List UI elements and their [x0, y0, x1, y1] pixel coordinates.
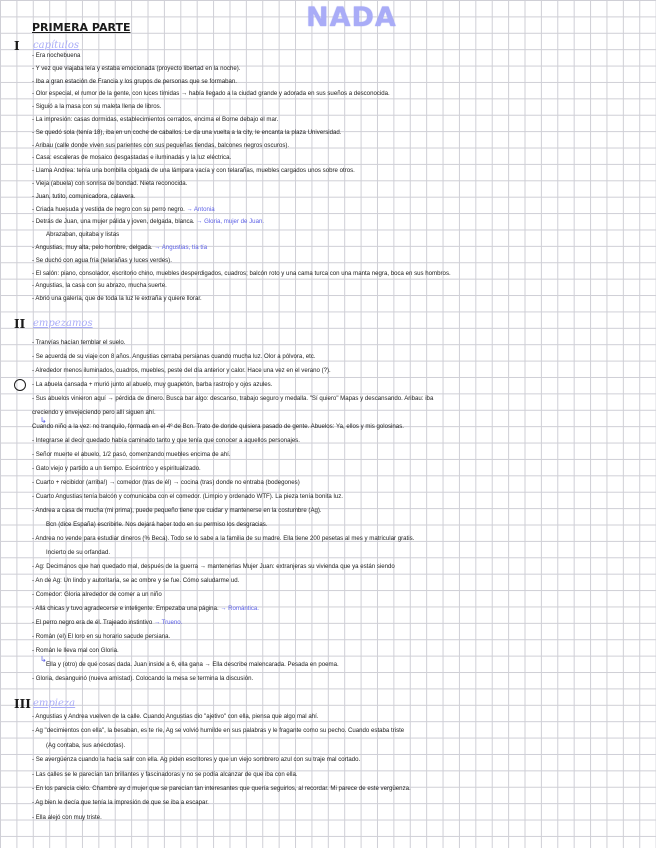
note-text: - Román le lleva mal con Gloria.: [32, 647, 119, 654]
note-text: - Iba a gran estación de Francia y los grupos de personas que se formaban.: [32, 77, 237, 85]
note-text: - Comedor: Gloria alrededor de comer a un niño: [32, 591, 162, 598]
note-text: - Abrió una galería, que de toda la luz le extraña y quiere llorar.: [32, 295, 202, 303]
note-line: [32, 785, 650, 793]
note-text: - Se avergüenza cuando la hacía salir con ella. Ag piden escritores y que un viejo sombrero azul con su traje mal cortado.: [32, 756, 361, 764]
section-numeral: II: [14, 317, 26, 331]
note-accent: → Angustias, tía tía: [152, 244, 208, 251]
note-accent: → Romántica.: [218, 605, 259, 612]
note-line: [32, 507, 650, 515]
section-numeral: III: [14, 697, 31, 711]
note-line: [32, 633, 650, 641]
note-text: - En los parecía cielo. Chambre ay d mujer que se parecían tan interesantes que quería seguirlos, al recordar. Mi parece de este vergüenza.: [32, 785, 411, 792]
note-line: [32, 90, 650, 98]
note-text: - Ag: Decimanos que han quedado mal, después de la guerra → mantenerlas Mujer Juan: extranjeras su vivienda que ya están siendo: [32, 563, 395, 570]
section-heading: empieza: [33, 698, 76, 709]
note-line: [32, 395, 650, 403]
note-line: [46, 521, 656, 529]
note-text: - Señor muerte el abuelo, 1/2 pasó, comenzando muebles encima de ahí.: [32, 451, 231, 458]
note-line: [32, 154, 650, 162]
note-line: [32, 116, 650, 124]
note-line: [32, 367, 650, 375]
note-text: - Casa: escaleras de mosaico desgastadas e iluminadas y la luz eléctrica.: [32, 154, 232, 162]
note-text: - Andrea a casa de mucha (mi prima), puede pequeño tiene que cuidar y mantenerse en la costumbre (Ag).: [32, 507, 322, 514]
note-line: [32, 193, 650, 201]
note-text: - La abuela cansada + murió junto al abuelo, muy guapetón, barba rastrojo y ojos azules.: [32, 381, 273, 388]
note-text: - Se duchó con agua fría (telarañas y luces verdes).: [32, 256, 172, 264]
note-line: [32, 103, 650, 111]
note-line: [32, 451, 650, 459]
note-text: - El salón: piano, consolador, escritorio chino, muebles desperdigados, cuadros; balcón roto y una cama turca con una manta negra, boca en sus hombros.: [32, 269, 451, 277]
note-text: - Y vez que viajaba leía y estaba emocionada (proyecto libertad en la noche).: [32, 64, 241, 72]
note-text: - Cuarto + recibidor (arriba!) → comedor (tras de él) → cocina (tras) donde no entraba (bodegones): [32, 479, 300, 486]
note-text: (Ag contaba, sus anécdotas).: [46, 741, 126, 749]
note-line: [46, 231, 656, 239]
note-text: - Olor especial, el rumor de la gente, con luces tímidas → había llegado a la ciudad grande y adorada en sus sueños a desconocida.: [32, 90, 390, 98]
note-line: [46, 742, 656, 750]
note-line: [32, 563, 650, 571]
note-line: [32, 493, 650, 501]
note-line: [32, 814, 650, 822]
note-text: - Gato viejo y partido a un tiempo. Escéntrico y espiritualizado.: [32, 465, 201, 472]
note-text: - Juan, tutito, comunicadora, calavera.: [32, 192, 136, 200]
note-text: Abrazaban, quitaba y listas: [46, 231, 120, 239]
part-title: PRIMERA PARTE: [32, 21, 131, 34]
note-line: [46, 661, 656, 669]
note-text: - Era nochebuena: [32, 52, 81, 59]
note-text: - Se quedó sola (tenía 18), iba en un coche de caballos. Le da una vuelta a la city, le encanta la plaza Universidad.: [32, 128, 342, 136]
note-text: Bcn (dice España) escribirle. Nos dejará hacer todo en su permiso los desgracias.: [46, 521, 268, 528]
note-text: - Integrarse al decir quedado había caminado tanto y que tenía que conocer a aquellos personajes.: [32, 437, 300, 444]
note-accent: → Gloria, mujer de Juan.: [194, 218, 265, 226]
note-text: - Vieja (abuela) con sonrisa de bondad. Nieta reconocida.: [32, 180, 188, 187]
note-line: [32, 771, 650, 779]
note-line: [32, 78, 650, 86]
note-text: - Aribau (calle donde viven sus parientes con sus pequeñas tiendas, balcones negros oscuros).: [32, 141, 290, 149]
note-text: - El perro negro era de él. Trajeado instintivo: [32, 619, 153, 626]
note-line: [32, 257, 650, 265]
note-line: [46, 549, 656, 557]
note-line: [32, 142, 650, 150]
note-accent: → Trueno.: [152, 619, 183, 626]
note-text: - Tranvías hacían temblar el suelo.: [32, 339, 126, 346]
note-text: creciendo y envejeciendo pero allí siguen ahí.: [32, 409, 156, 416]
note-text: - Gloria, desanguinó (nueva amistad). Colocando la mesa se termina la discusión.: [32, 675, 254, 682]
note-text: - Las calles se le parecían tan brillantes y fascinadoras y no se podía alcanzar de que iba con ella.: [32, 770, 298, 778]
note-line: [32, 423, 650, 431]
note-line: [32, 65, 650, 73]
note-text: - Se acuerda de su viaje con 8 años. Angustias cerraba persianas cuando mucha luz. Olor a pólvora, etc.: [32, 353, 316, 360]
note-line: [32, 756, 650, 764]
note-line: [32, 52, 650, 60]
note-line: [32, 218, 650, 226]
note-text: - Cuarto Angustias tenía balcón y comunicaba con el comedor. (Limpio y ordenado WTF). La pieza tenía bonita luz.: [32, 493, 343, 500]
note-text: - Llama Andrea: tenía una bombilla colgada de una lámpara vacía y con telarañas, muebles cargados unos sobre otros.: [32, 167, 355, 175]
note-text: - Angustias y Andrea vuelven de la calle. Cuando Angustias dio "ajetivo" con ella, piensa que algo mal ahí.: [32, 713, 319, 720]
note-text: - Ag "decimientos con ella", la besaban, es te ríe, Ag se volvió humilde en sus palabras y le fragante como su pecho. Cuando estaba triste: [32, 727, 405, 735]
doc-title: NADA: [306, 2, 397, 33]
note-line: [32, 577, 650, 585]
section-heading: capítulos: [33, 40, 79, 51]
note-text: - Ella alejó con muy triste.: [32, 813, 102, 821]
note-line: [32, 619, 650, 627]
note-line: [32, 282, 650, 290]
note-line: [32, 535, 650, 543]
note-line: [32, 675, 650, 683]
note-line: [32, 409, 650, 417]
note-line: [32, 353, 650, 361]
note-text: Cuando niño a la vez: no tranquilo, formada en el 4º de Bcn. Trato de donde quisiera pasado de gente. Abuelos: Ya, ellos y mis golosinas.: [32, 423, 404, 430]
note-line: [32, 206, 650, 214]
note-line: [32, 244, 650, 252]
note-line: [32, 339, 650, 347]
note-line: [32, 465, 650, 473]
note-text: - Detrás de Juan, una mujer pálida y joven, delgada, blanca.: [32, 218, 195, 226]
note-text: - Criada huesuda y vestida de negro con su perro negro.: [32, 205, 185, 213]
note-line: [32, 381, 650, 389]
note-line: [32, 180, 650, 188]
note-text: - Angustias, muy alta, pelo hombre, delgada.: [32, 244, 153, 251]
note-text: - La impresión: casas dormidas, establecimientos cerrados, encima el Borne debajo el mar.: [32, 116, 279, 123]
note-text: - Sus abuelos vinieron aquí → pérdida de dinero. Busca bar algo: descanso, trabajo seguro y medalla. "Sí quiero" Mapas y descansando. Aribau: iba: [32, 395, 434, 402]
note-text: Ella y (otro) de qué cosas dada. Juan inside a 6, ella gana → Ella describe malencarada. Pesada en poema.: [46, 661, 339, 668]
note-line: [32, 713, 650, 721]
note-line: [32, 605, 650, 613]
note-text: - An de Ag: Un lindo y autoritaria, se ac ombre y se fue. Cómo saludarme ud.: [32, 577, 240, 584]
note-line: [32, 270, 650, 278]
note-text: - Andrea no vende para estudiar dineros (% Beca). Todo se lo sabe a la familia de su madre. Ella tiene 200 pesetas al mes y matricular gratis.: [32, 535, 415, 542]
section-heading: empezamos: [33, 318, 93, 329]
note-line: [32, 295, 650, 303]
note-text: Incierto de su orfandad.: [46, 549, 111, 556]
note-accent: → Antonia: [184, 205, 215, 213]
note-text: - Allá chicas y tuvo agradecerse e inteligente. Empezaba una página.: [32, 605, 219, 612]
arrow-right-icon: ↳: [40, 655, 47, 664]
note-text: - Román (el) El loro en su horario sacude persiana.: [32, 633, 171, 640]
note-line: [32, 167, 650, 175]
note-line: [32, 727, 650, 735]
note-line: [32, 129, 650, 137]
note-text: - Siguió a la masa con su maleta llena de libros.: [32, 103, 162, 111]
section-numeral: I: [14, 39, 20, 53]
circle-bullet-icon: [14, 379, 26, 391]
note-line: [32, 591, 650, 599]
note-line: [32, 479, 650, 487]
note-line: [32, 799, 650, 807]
note-text: - Ag bien le decía que tenía la impresión de que se iba a escapar.: [32, 799, 209, 807]
note-text: - Angustias, la casa con su abrazo, mucha suerte.: [32, 282, 167, 290]
arrow-right-icon: ↳: [40, 416, 47, 425]
note-line: [32, 647, 650, 655]
note-text: - Alrededor menos iluminados, cuadros, muebles, peste del día anterior y calor. Hace una vez en el verano (?).: [32, 367, 331, 374]
note-line: [32, 437, 650, 445]
